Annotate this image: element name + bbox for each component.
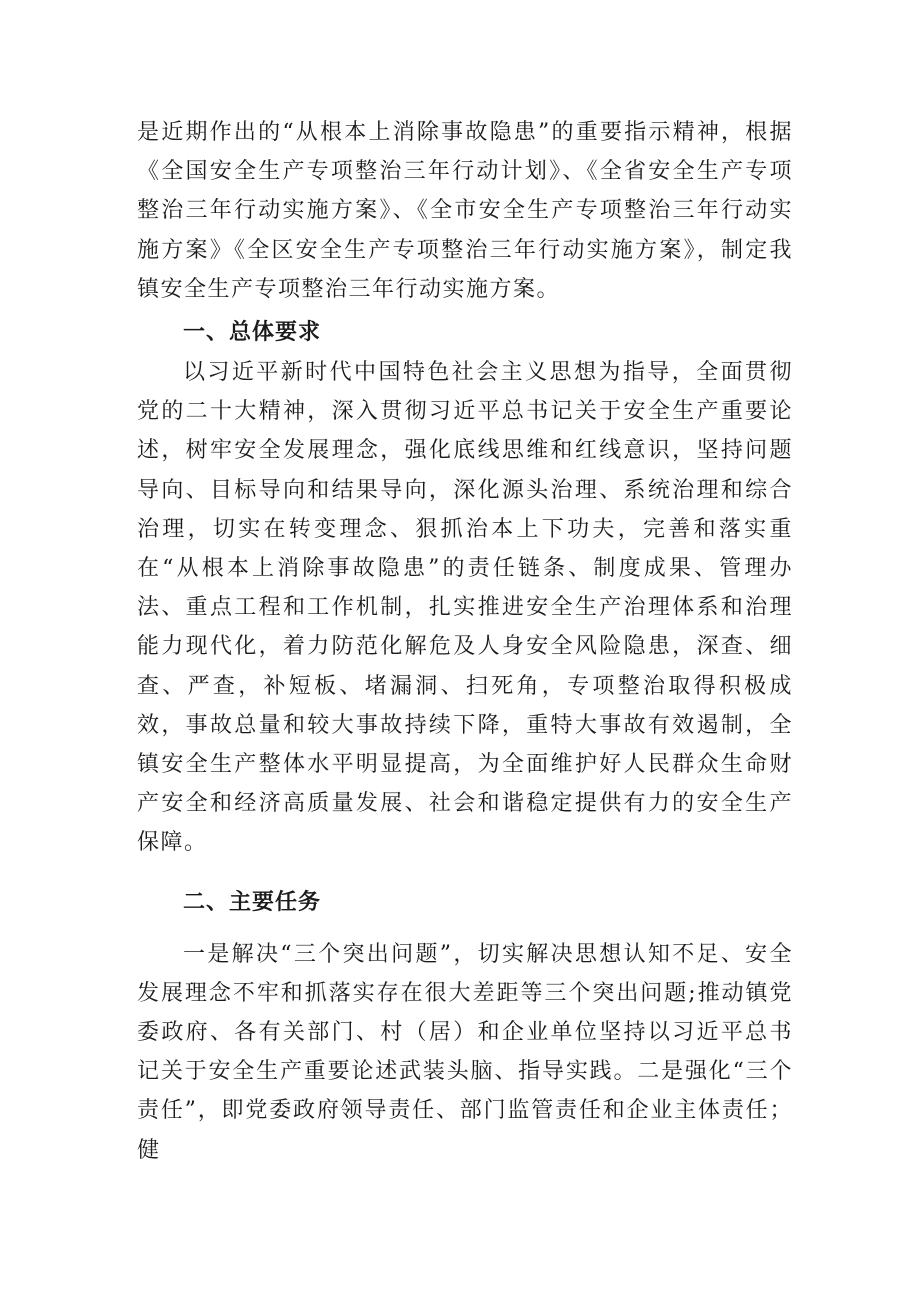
section1-heading: 一、总体要求 [183,320,322,346]
section1-body: 以习近平新时代中国特色社会主义思想为指导，全面贯彻党的二十大精神，深入贯彻习近平总书记关于安全生产重要论述，树牢安全发展理念，强化底线思维和红线意识，坚持问题导向、目标导向和结果导向，深化源头治理、系统治理和综合治理，切实在转变理念、狠抓治本上下功夫，完善和落实重在“从根本上消除事故隐患”的责任链条、制度成果、管理办法、重点工程和工作机制，扎实推进安全生产治理体系和治理能力现代化，着力防范化解危及人身安全风险隐患，深查、细查、严查，补短板、堵漏洞、扫死角，专项整治取得积极成效，事故总量和较大事故持续下降，重特大事故有效遏制，全镇安全生产整体水平明显提高，为全面维护好人民群众生命财产安全和经济高质量发展、社会和谐稳定提供有力的安全生产保障。 [137,360,793,856]
section2-heading: 二、主要任务 [183,889,322,915]
section2-body: 一是解决“三个突出问题”，切实解决思想认知不足、安全发展理念不牢和抓落实存在很大差距等三个突出问题;推动镇党委政府、各有关部门、村（居）和企业单位坚持以习近平总书记关于安全生产重要论述武装头脑、指导实践。二是强化“三个责任”，即党委政府领导责任、部门监管责任和企业主体责任；健 [137,941,793,1163]
document-page [137,113,793,1170]
intro-paragraph: 是近期作出的“从根本上消除事故隐患”的重要指示精神，根据《全国安全生产专项整治三年行动计划》、《全省安全生产专项整治三年行动实施方案》、《全市安全生产专项整治三年行动实施方案》《全区安全生产专项整治三年行动实施方案》，制定我镇安全生产专项整治三年行动实施方案。 [137,120,793,302]
